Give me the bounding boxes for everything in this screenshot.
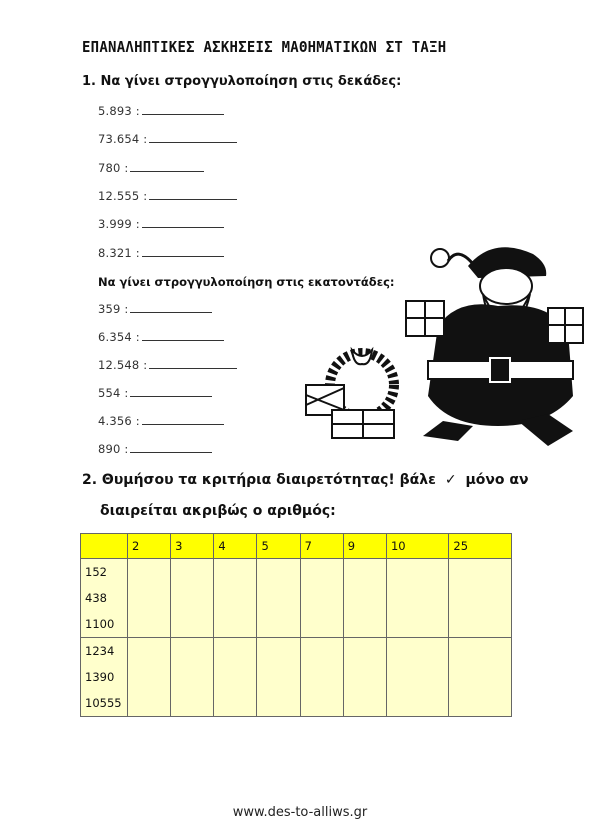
divisor-header: 25 — [449, 534, 512, 559]
answer-cell[interactable] — [300, 638, 343, 717]
q2-text-after: μόνο αν — [465, 472, 529, 488]
exercise-line: 3.999 : — [98, 217, 224, 231]
q2-heading-line2: διαιρείται ακριβώς ο αριθμός: — [100, 503, 336, 519]
q2-heading-line1 — [82, 472, 529, 488]
corner-cell — [81, 534, 128, 559]
exercise-line: 5.893 : — [98, 104, 224, 118]
answer-blank[interactable] — [149, 358, 237, 369]
exercise-line: 890 : — [98, 442, 212, 456]
exercise-line: 780 : — [98, 161, 204, 175]
divisor-header: 2 — [128, 534, 171, 559]
answer-blank[interactable] — [142, 330, 224, 341]
table-header-row — [81, 534, 512, 559]
q2-text-before: 2. Θυμήσου τα κριτήρια διαιρετότητας! βάλε — [82, 472, 436, 488]
answer-blank[interactable] — [130, 161, 204, 172]
divisor-header: 4 — [214, 534, 257, 559]
answer-cell[interactable] — [128, 638, 171, 717]
exercise-line: 359 : — [98, 302, 212, 316]
divisibility-table — [80, 533, 512, 717]
answer-blank[interactable] — [149, 189, 237, 200]
number-cell: 152 — [81, 559, 128, 586]
divisor-header: 10 — [386, 534, 448, 559]
divisor-header: 3 — [171, 534, 214, 559]
checkmark-icon: ✓ — [444, 472, 457, 488]
santa-illustration — [398, 236, 588, 451]
exercise-line: 73.654 : — [98, 132, 237, 146]
answer-cell[interactable] — [171, 638, 214, 717]
table-row — [81, 559, 512, 586]
answer-cell[interactable] — [343, 638, 386, 717]
answer-blank[interactable] — [130, 442, 212, 453]
exercise-line: 6.354 : — [98, 330, 224, 344]
answer-blank[interactable] — [130, 386, 212, 397]
number-cell: 1100 — [81, 611, 128, 638]
answer-blank[interactable] — [130, 302, 212, 313]
answer-cell[interactable] — [449, 559, 512, 638]
answer-cell[interactable] — [214, 638, 257, 717]
q1-sub-heading: Να γίνει στρογγυλοποίηση στις εκατοντάδες: — [98, 275, 395, 289]
q1-number: 1. — [82, 74, 96, 89]
answer-cell[interactable] — [128, 559, 171, 638]
number-cell: 438 — [81, 585, 128, 611]
answer-cell[interactable] — [386, 638, 448, 717]
number-cell: 1390 — [81, 664, 128, 690]
answer-blank[interactable] — [142, 246, 224, 257]
answer-cell[interactable] — [257, 638, 300, 717]
answer-cell[interactable] — [300, 559, 343, 638]
answer-blank[interactable] — [149, 132, 237, 143]
exercise-line: 554 : — [98, 386, 212, 400]
answer-blank[interactable] — [142, 414, 224, 425]
q1-heading-text: Να γίνει στρογγυλοποίηση στις δεκάδες: — [100, 74, 402, 89]
answer-cell[interactable] — [386, 559, 448, 638]
answer-cell[interactable] — [214, 559, 257, 638]
footer-website: www.des-to-alliws.gr — [232, 805, 368, 820]
answer-cell[interactable] — [449, 638, 512, 717]
wreath-gifts-illustration — [302, 340, 404, 442]
page-title: ΕΠΑΝΑΛΗΠΤΙΚΕΣ ΑΣΚΗΣΕΙΣ ΜΑΘΗΜΑΤΙΚΩΝ ΣΤ ΤΑΞΗ — [82, 38, 447, 56]
exercise-line: 12.548 : — [98, 358, 237, 372]
answer-cell[interactable] — [171, 559, 214, 638]
table-row — [81, 638, 512, 665]
exercise-line: 12.555 : — [98, 189, 237, 203]
divisor-header: 5 — [257, 534, 300, 559]
answer-blank[interactable] — [142, 104, 224, 115]
divisor-header: 7 — [300, 534, 343, 559]
answer-blank[interactable] — [142, 217, 224, 228]
exercise-line: 4.356 : — [98, 414, 224, 428]
divisor-header: 9 — [343, 534, 386, 559]
number-cell: 10555 — [81, 690, 128, 717]
answer-cell[interactable] — [257, 559, 300, 638]
answer-cell[interactable] — [343, 559, 386, 638]
exercise-line: 8.321 : — [98, 246, 224, 260]
number-cell: 1234 — [81, 638, 128, 665]
q1-heading — [82, 74, 401, 89]
